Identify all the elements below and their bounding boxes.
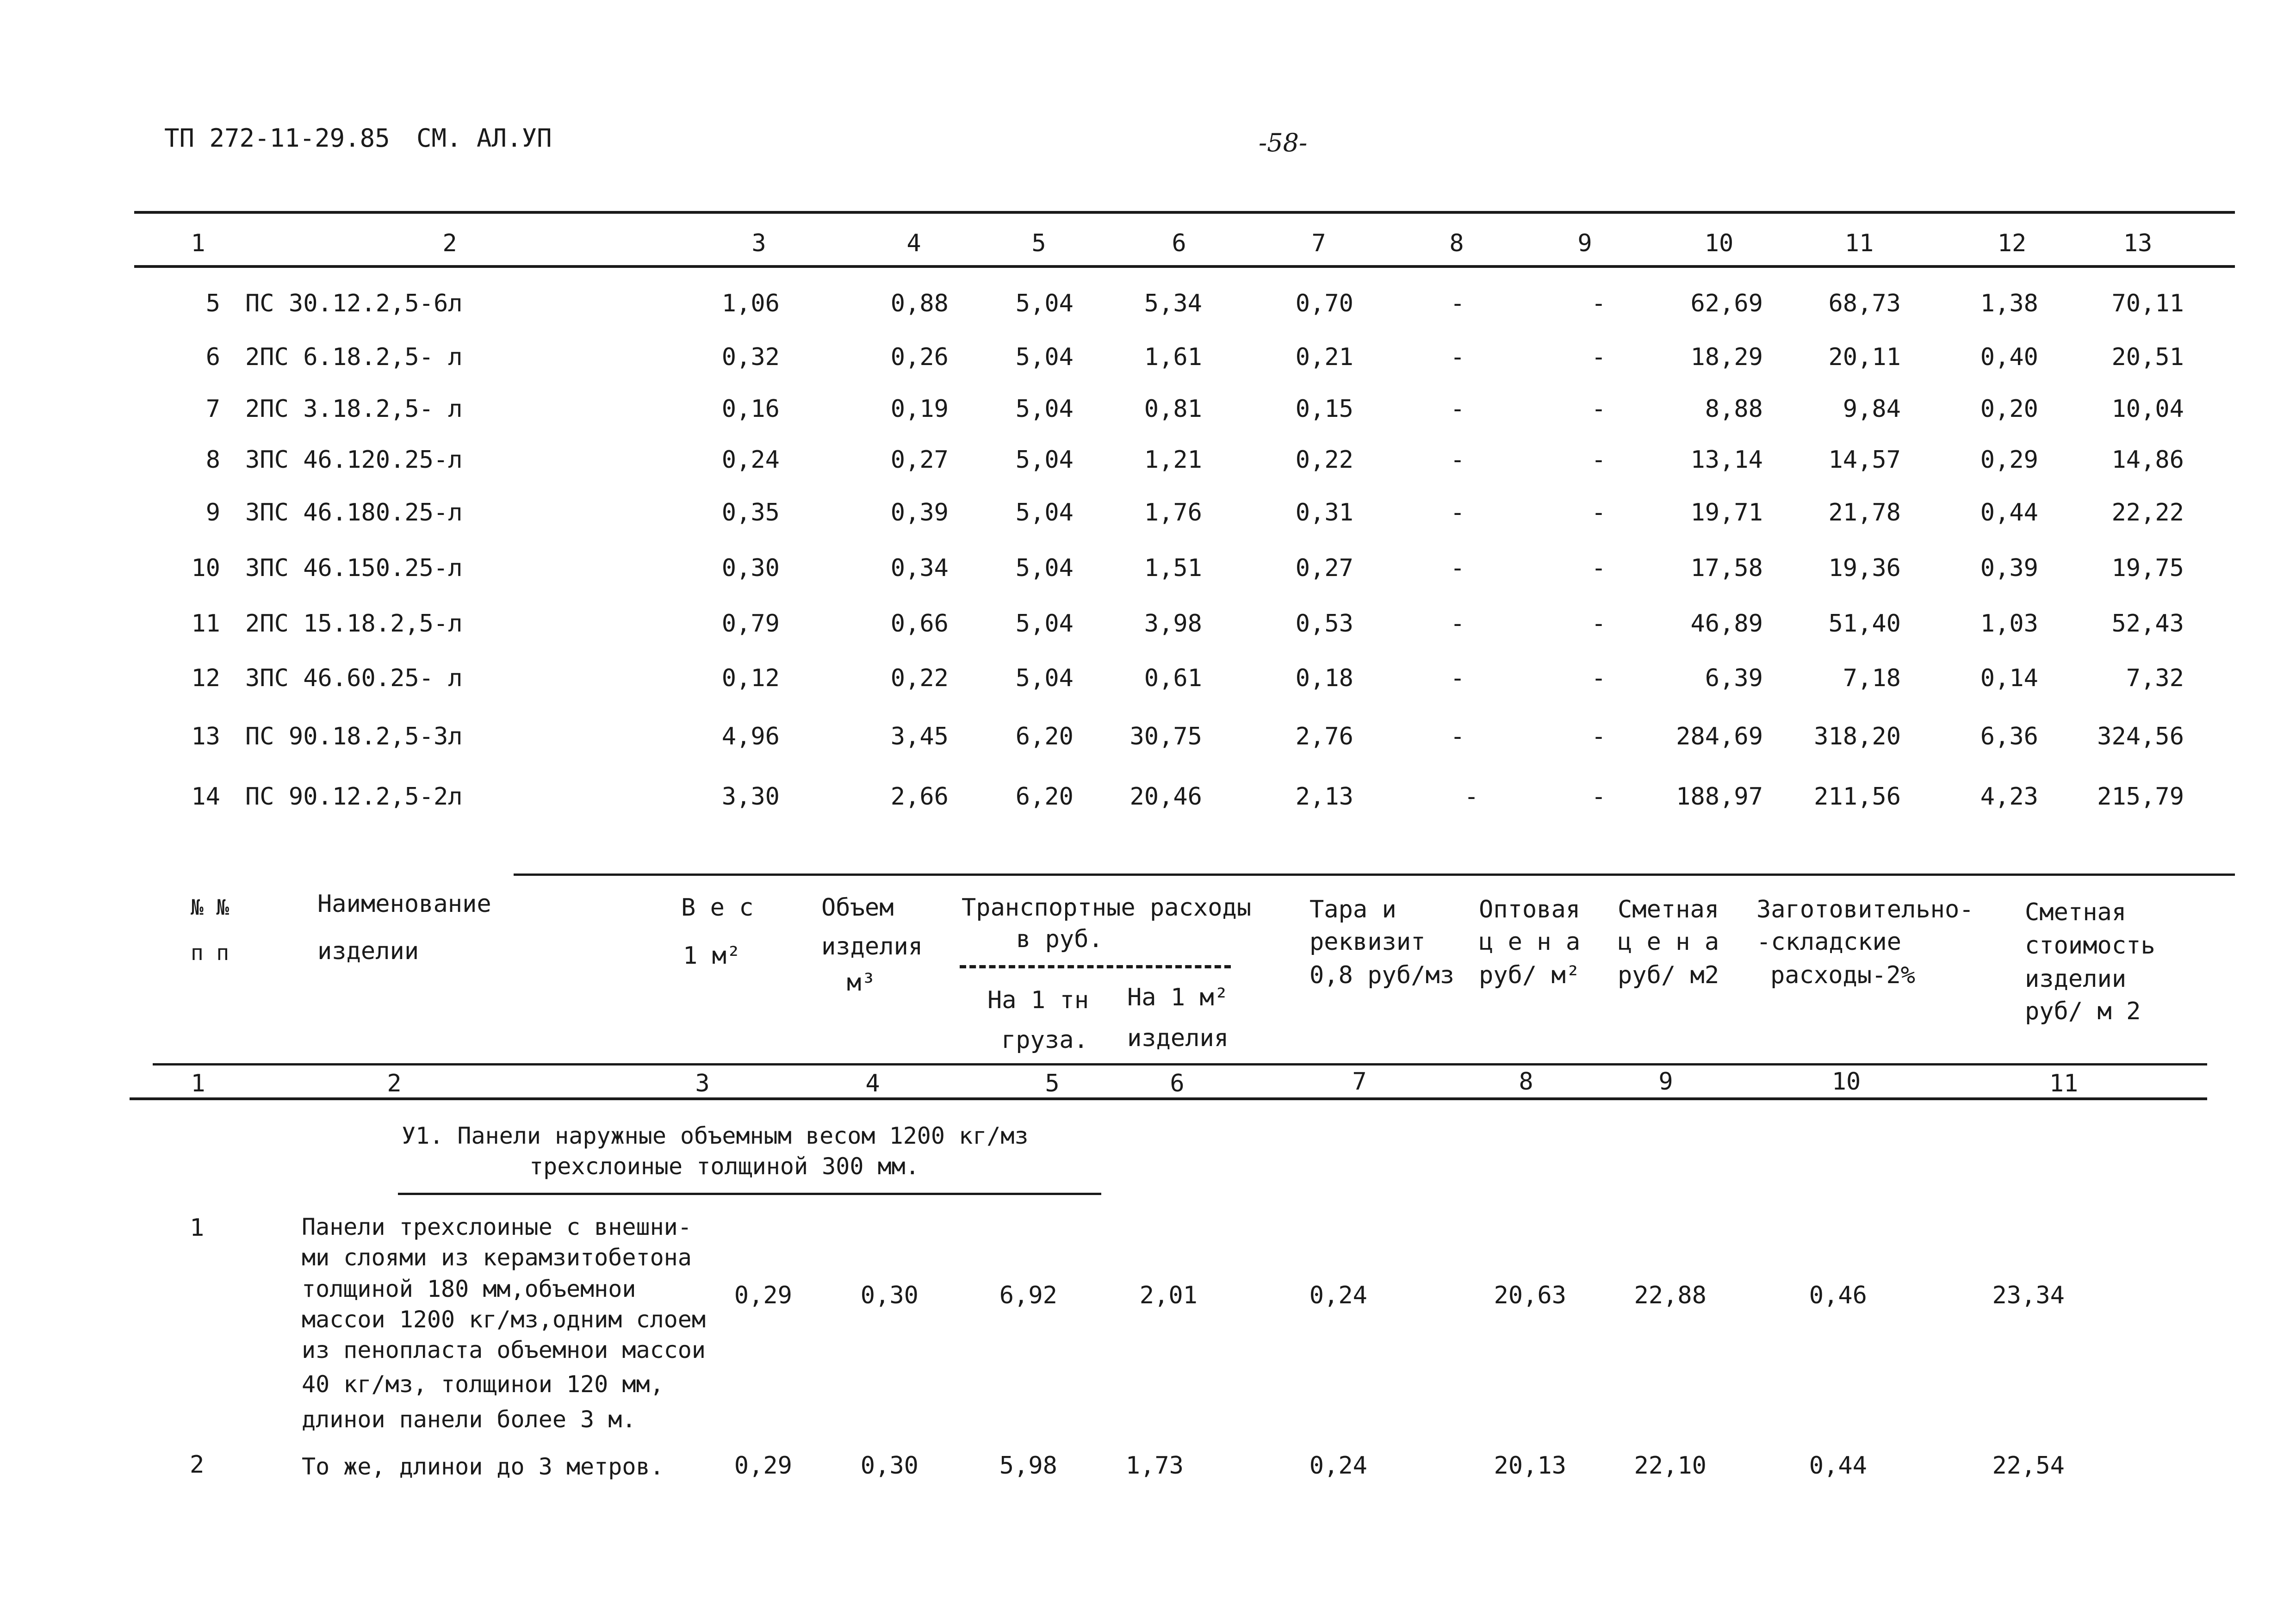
cell-col13: 70,11 [2111,290,2184,317]
col-header-13: 13 [2123,229,2153,257]
section-title-line2: трехслоиные толщиной 300 мм. [529,1153,919,1180]
album-ref: СМ. АЛ.УП [416,124,552,153]
cell-col11: 211,56 [1814,783,1901,811]
cell-col10: 6,39 [1705,664,1763,692]
cell-per-ton: 5,04 [1015,610,1074,638]
row-number: 13 [191,723,220,750]
cell-col8: - [1450,395,1465,423]
cell-volume: 0,22 [890,664,949,692]
header-tara-line2: реквизит [1309,928,1426,956]
row-number: 9 [205,499,220,527]
row-description: То же, длинои до 3 метров. [302,1453,664,1480]
cell-per-m2: 3,98 [1144,610,1202,638]
cell-tara: 0,18 [1295,664,1353,692]
col-header-2: 2 [442,229,457,257]
cell-tara: 0,70 [1295,290,1353,317]
description-line: длинои панели более 3 м. [302,1406,636,1433]
cell-weight: 4,96 [721,723,780,750]
cell-wholesale: 20,13 [1494,1452,1566,1480]
col-header-6: 6 [1172,229,1186,257]
table2-header-rule [153,1063,2207,1065]
cell-volume: 0,30 [860,1282,918,1309]
cell-per-m2: 20,46 [1129,783,1202,811]
cell-weight: 0,30 [721,554,780,582]
row-number: 2 [190,1451,205,1479]
cell-per-m2: 0,81 [1144,395,1202,423]
cell-col9: - [1591,343,1606,371]
page-number: -58- [1259,128,1308,157]
product-mark: 2ПС 6.18.2,5- л [245,343,463,371]
cell-volume: 0,88 [890,290,949,317]
cell-col9: - [1591,723,1606,750]
row-number: 5 [205,290,220,317]
row-number: 6 [205,343,220,371]
product-mark: 3ПС 46.120.25-л [245,446,463,474]
cell-tara: 2,13 [1295,783,1353,811]
col-header-7: 7 [1311,229,1326,257]
cell-col11: 19,36 [1828,554,1901,582]
table1-top-rule [134,211,2235,214]
cell-per-ton: 5,04 [1015,664,1074,692]
cell-volume: 0,66 [890,610,949,638]
cell-per-m2: 1,21 [1144,446,1202,474]
cell-col9: - [1591,610,1606,638]
cell-volume: 0,34 [890,554,949,582]
cell-weight: 3,30 [721,783,780,811]
cell-col11: 9,84 [1843,395,1901,423]
cell-col13: 20,51 [2111,343,2184,371]
cell-per-m2: 1,51 [1144,554,1202,582]
cell-col8: - [1450,499,1465,527]
header-name-line2: изделии [317,937,419,965]
product-mark: ПС 90.18.2,5-3л [245,723,463,750]
col2-number-11: 11 [2049,1070,2079,1097]
cell-col9: - [1591,499,1606,527]
cell-tara: 0,22 [1295,446,1353,474]
header-wholesale-line2: ц е н а [1479,928,1581,956]
cell-col12: 0,20 [1980,395,2038,423]
cell-tara: 0,21 [1295,343,1353,371]
cell-volume: 0,27 [890,446,949,474]
cell-per-m2: 0,61 [1144,664,1202,692]
product-mark: 2ПС 3.18.2,5- л [245,395,463,423]
header-per-m2-line1: На 1 м² [1127,984,1229,1011]
cell-col12: 6,36 [1980,723,2038,750]
cell-col8: - [1450,610,1465,638]
description-line: толщиной 180 мм,объемнои [302,1276,636,1302]
cell-col8: - [1450,343,1465,371]
header-estimate-line3: руб/ м2 [1618,961,1719,989]
cell-col9: - [1591,554,1606,582]
cell-per-ton: 5,04 [1015,290,1074,317]
cell-per-ton: 5,04 [1015,446,1074,474]
cell-per-ton: 5,04 [1015,343,1074,371]
header-estimate-line1: Сметная [1618,896,1719,923]
cell-tara: 0,24 [1309,1452,1367,1480]
description-line: Панели трехслоиные с внешни- [302,1214,692,1240]
col2-number-2: 2 [387,1070,402,1097]
col2-number-6: 6 [1170,1070,1185,1097]
product-mark: 3ПС 46.60.25- л [245,664,463,692]
col2-number-8: 8 [1519,1068,1533,1096]
cell-weight: 0,16 [721,395,780,423]
cell-weight: 0,29 [734,1452,792,1480]
cell-weight: 0,32 [721,343,780,371]
cell-col10: 62,69 [1690,290,1763,317]
cell-per-ton: 6,92 [999,1282,1057,1309]
table2-top-rule [514,873,2235,876]
cell-col13: 52,43 [2111,610,2184,638]
header-volume-line2: изделия [821,933,923,960]
section-title-underline [398,1193,1101,1195]
cell-col8: - [1450,723,1465,750]
cell-col9: - [1591,290,1606,317]
cell-col12: 4,23 [1980,783,2038,811]
table1-header-rule [134,265,2235,268]
header-cost-line1: Сметная [2025,898,2127,926]
cell-weight: 0,29 [734,1282,792,1309]
cell-col12: 0,29 [1980,446,2038,474]
col2-number-4: 4 [865,1070,880,1097]
col-header-8: 8 [1449,229,1464,257]
col2-number-3: 3 [695,1070,710,1097]
header-per-m2-line2: изделия [1127,1024,1229,1052]
col2-number-1: 1 [191,1070,205,1097]
col-header-4: 4 [906,229,921,257]
col-header-11: 11 [1844,229,1874,257]
cell-volume: 3,45 [890,723,949,750]
cell-col13: 14,86 [2111,446,2184,474]
cell-volume: 0,39 [890,499,949,527]
cell-col13: 22,22 [2111,499,2184,527]
product-mark: 3ПС 46.150.25-л [245,554,463,582]
cell-col10: 188,97 [1676,783,1763,811]
cell-col8: - [1450,664,1465,692]
product-mark: ПС 90.12.2,5-2л [245,783,463,811]
header-tara-line1: Тара и [1309,896,1396,923]
product-mark: ПС 30.12.2,5-6л [245,290,463,317]
document-code: ТП 272-11-29.85 [164,124,390,153]
header-cost-line4: руб/ м 2 [2025,997,2141,1025]
cell-col12: 0,40 [1980,343,2038,371]
cell-col10: 8,88 [1705,395,1763,423]
cell-tara: 0,27 [1295,554,1353,582]
col2-number-9: 9 [1658,1068,1673,1096]
cell-storage: 0,46 [1809,1282,1867,1309]
row-number: 10 [191,554,220,582]
cell-col11: 14,57 [1828,446,1901,474]
header-weight-line1: В е с [681,894,754,922]
row-number: 7 [205,395,220,423]
header-name-line1: Наименование [317,890,491,918]
header-per-ton-line1: На 1 тн [987,986,1089,1014]
cell-weight: 0,12 [721,664,780,692]
cell-per-ton: 5,04 [1015,499,1074,527]
product-mark: 2ПС 15.18.2,5-л [245,610,463,638]
cell-col9: - [1591,446,1606,474]
cell-col8: - [1450,446,1465,474]
cell-storage: 0,44 [1809,1452,1867,1480]
cell-tara: 0,15 [1295,395,1353,423]
cell-tara: 0,53 [1295,610,1353,638]
header-wholesale-line3: руб/ м² [1479,961,1581,989]
row-number: 1 [190,1214,205,1242]
cell-per-ton: 5,04 [1015,395,1074,423]
cell-col11: 20,11 [1828,343,1901,371]
cell-col13: 10,04 [2111,395,2184,423]
cell-col13: 324,56 [2097,723,2184,750]
header-cost-line3: изделии [2025,965,2127,993]
col-header-5: 5 [1031,229,1046,257]
cell-col8: - [1450,554,1465,582]
table2-columns-rule [130,1097,2207,1100]
cell-per-m2: 30,75 [1129,723,1202,750]
cell-col10: 46,89 [1690,610,1763,638]
cell-col13: 19,75 [2111,554,2184,582]
col-header-3: 3 [751,229,766,257]
header-volume-line1: Объем [821,894,894,922]
cell-per-m2: 1,73 [1125,1452,1184,1480]
cell-per-m2: 5,34 [1144,290,1202,317]
cell-per-ton: 5,04 [1015,554,1074,582]
cell-col10: 18,29 [1690,343,1763,371]
cell-col9: - [1591,395,1606,423]
cell-weight: 0,35 [721,499,780,527]
cell-per-m2: 2,01 [1139,1282,1198,1309]
cell-col11: 21,78 [1828,499,1901,527]
header-weight-line2: 1 м² [683,942,741,970]
cell-weight: 0,24 [721,446,780,474]
cell-col10: 284,69 [1676,723,1763,750]
cell-col9: - [1591,783,1606,811]
header-estimate-line2: ц е н а [1618,928,1719,956]
header-wholesale-line1: Оптовая [1479,896,1581,923]
transport-dashed-rule [960,965,1231,968]
col-header-10: 10 [1704,229,1734,257]
header-num-line1: № № [191,895,230,920]
cell-per-m2: 1,61 [1144,343,1202,371]
cell-col13: 215,79 [2097,783,2184,811]
cell-cost: 23,34 [1992,1282,2065,1309]
col-header-12: 12 [1997,229,2027,257]
cell-col12: 0,44 [1980,499,2038,527]
cell-weight: 0,79 [721,610,780,638]
cell-col12: 0,39 [1980,554,2038,582]
cell-estimate: 22,10 [1634,1452,1706,1480]
cell-col10: 19,71 [1690,499,1763,527]
cell-col11: 318,20 [1814,723,1901,750]
cell-col12: 0,14 [1980,664,2038,692]
cell-weight: 1,06 [721,290,780,317]
header-transport-line2: в руб. [1016,925,1103,953]
cell-estimate: 22,88 [1634,1282,1706,1309]
row-number: 12 [191,664,220,692]
cell-per-ton: 6,20 [1015,783,1074,811]
cell-per-ton: 5,98 [999,1452,1057,1480]
section-title-line1: У1. Панели наружные объемным весом 1200 кг/мз [402,1122,1029,1149]
cell-per-m2: 1,76 [1144,499,1202,527]
cell-col11: 51,40 [1828,610,1901,638]
description-line: ми слоями из керамзитобетона [302,1244,692,1271]
header-num-line2: п п [191,940,230,965]
col2-number-10: 10 [1831,1068,1861,1096]
cell-per-ton: 6,20 [1015,723,1074,750]
description-line: массои 1200 кг/мз,одним слоем [302,1306,706,1333]
header-volume-line3: м³ [847,969,876,997]
cell-col11: 68,73 [1828,290,1901,317]
header-storage-line2: -складские [1756,928,1902,956]
cell-volume: 0,19 [890,395,949,423]
row-number: 8 [205,446,220,474]
cell-tara: 0,31 [1295,499,1353,527]
col-header-9: 9 [1577,229,1592,257]
cell-volume: 0,30 [860,1452,918,1480]
col2-number-7: 7 [1352,1068,1367,1096]
description-line: 40 кг/мз, толщинои 120 мм, [302,1371,664,1398]
header-per-ton-line2: груза. [1001,1026,1088,1054]
header-transport: Транспортные расходы [962,894,1252,922]
cell-tara: 0,24 [1309,1282,1367,1309]
cell-col12: 1,03 [1980,610,2038,638]
row-number: 11 [191,610,220,638]
cell-col8: - [1450,290,1465,317]
header-cost-line2: стоимость [2025,932,2155,960]
cell-col10: 13,14 [1690,446,1763,474]
cell-col8: - [1464,783,1479,811]
description-line: из пенопласта объемнои массои [302,1337,706,1363]
cell-col9: - [1591,664,1606,692]
cell-col12: 1,38 [1980,290,2038,317]
cell-volume: 0,26 [890,343,949,371]
cell-tara: 2,76 [1295,723,1353,750]
cell-volume: 2,66 [890,783,949,811]
col-header-1: 1 [191,229,205,257]
header-tara-line3: 0,8 руб/мз [1309,961,1455,989]
header-storage-line1: Заготовительно- [1756,896,1974,923]
col2-number-5: 5 [1045,1070,1060,1097]
row-number: 14 [191,783,220,811]
cell-col13: 7,32 [2126,664,2184,692]
cell-wholesale: 20,63 [1494,1282,1566,1309]
cell-col11: 7,18 [1843,664,1901,692]
cell-col10: 17,58 [1690,554,1763,582]
cell-cost: 22,54 [1992,1452,2065,1480]
product-mark: 3ПС 46.180.25-л [245,499,463,527]
header-storage-line3: расходы-2% [1770,961,1916,989]
